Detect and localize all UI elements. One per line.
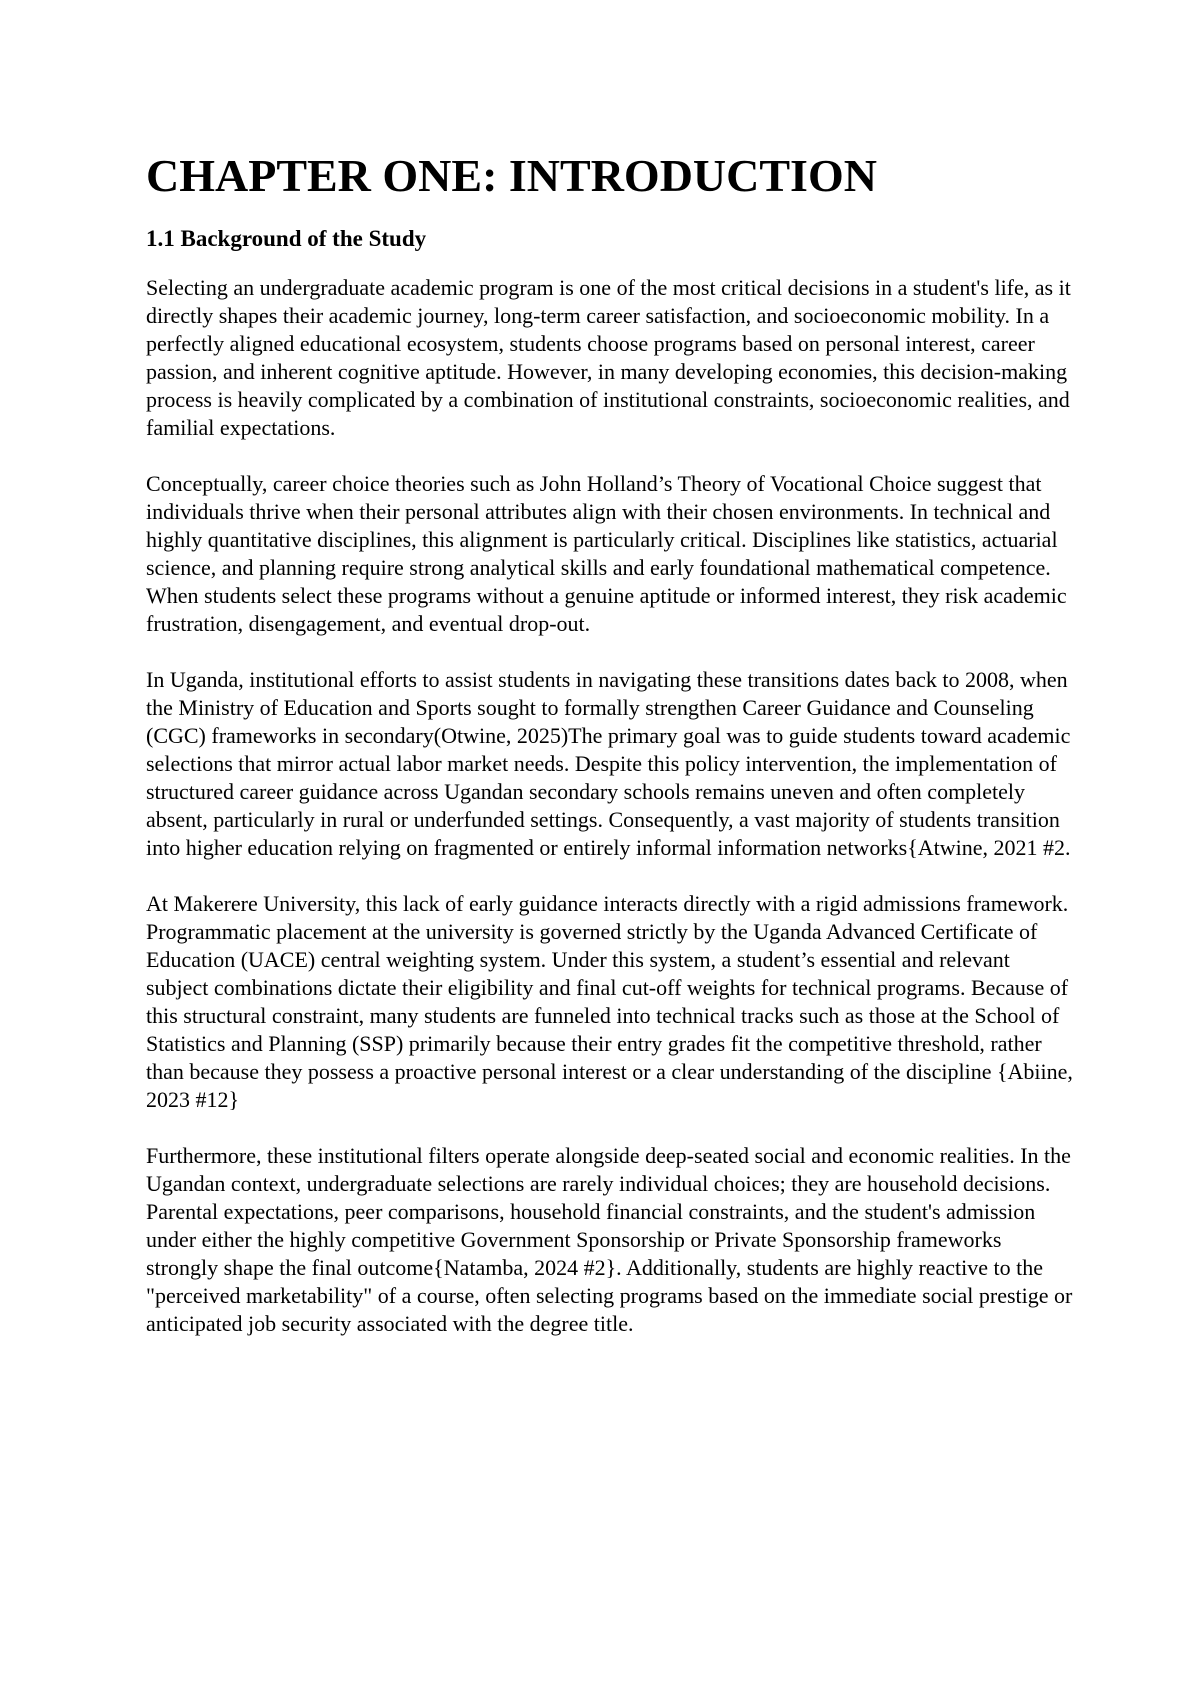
paragraph-5: Furthermore, these institutional filters operate alongside deep-seated social and economic realities. In the Ugandan context, undergraduate selections are rarely individual choices; they are household decisions. Parental expectations, peer comparisons, household financial constraints, and the student's admission under either the highly competitive Government Sponsorship or Private Sponsorship frameworks strongly shape the final outcome{Natamba, 2024 #2}. Additionally, students are highly reactive to the "perceived marketability" of a course, often selecting programs based on the immediate social prestige or anticipated job security associated with the degree title. — [146, 1143, 1073, 1337]
chapter-title: CHAPTER ONE: INTRODUCTION — [146, 150, 877, 201]
paragraph-3: In Uganda, institutional efforts to assist students in navigating these transitions dates back to 2008, when the Ministry of Education and Sports sought to formally strengthen Career Guidance and Counseling (CGC) frameworks in secondary(Otwine, 2025)The primary goal was to guide students toward academic selections that mirror actual labor market needs. Despite this policy intervention, the implementation of structured career guidance across Ugandan secondary schools remains uneven and often completely absent, particularly in rural or underfunded settings. Consequently, a vast majority of students transition into higher education relying on fragmented or entirely informal information networks{Atwine, 2021 #2. — [146, 667, 1071, 861]
paragraph-4: At Makerere University, this lack of early guidance interacts directly with a rigid admissions framework. Programmatic placement at the university is governed strictly by the Uganda Advanced Certificate of Education (UACE) central weighting system. Under this system, a student’s essential and relevant subject combinations dictate their eligibility and final cut-off weights for technical programs. Because of this structural constraint, many students are funneled into technical tracks such as those at the School of Statistics and Planning (SSP) primarily because their entry grades fit the competitive threshold, rather than because they possess a proactive personal interest or a clear understanding of the discipline {Abiine, 2023 #12} — [146, 891, 1073, 1113]
paragraph-1: Selecting an undergraduate academic program is one of the most critical decisions in a student's life, as it directly shapes their academic journey, long-term career satisfaction, and socioeconomic mobility. In a perfectly aligned educational ecosystem, students choose programs based on personal interest, career passion, and inherent cognitive aptitude. However, in many developing economies, this decision-making process is heavily complicated by a combination of institutional constraints, socioeconomic realities, and familial expectations. — [146, 275, 1071, 441]
document-page — [146, 150, 1076, 1366]
section-heading: 1.1 Background of the Study — [146, 225, 427, 251]
paragraph-2: Conceptually, career choice theories such as John Holland’s Theory of Vocational Choice suggest that individuals thrive when their personal attributes align with their chosen environments. In technical and highly quantitative disciplines, this alignment is particularly critical. Disciplines like statistics, actuarial science, and planning require strong analytical skills and early foundational mathematical competence. When students select these programs without a genuine aptitude or informed interest, they risk academic frustration, disengagement, and eventual drop-out. — [146, 471, 1067, 637]
